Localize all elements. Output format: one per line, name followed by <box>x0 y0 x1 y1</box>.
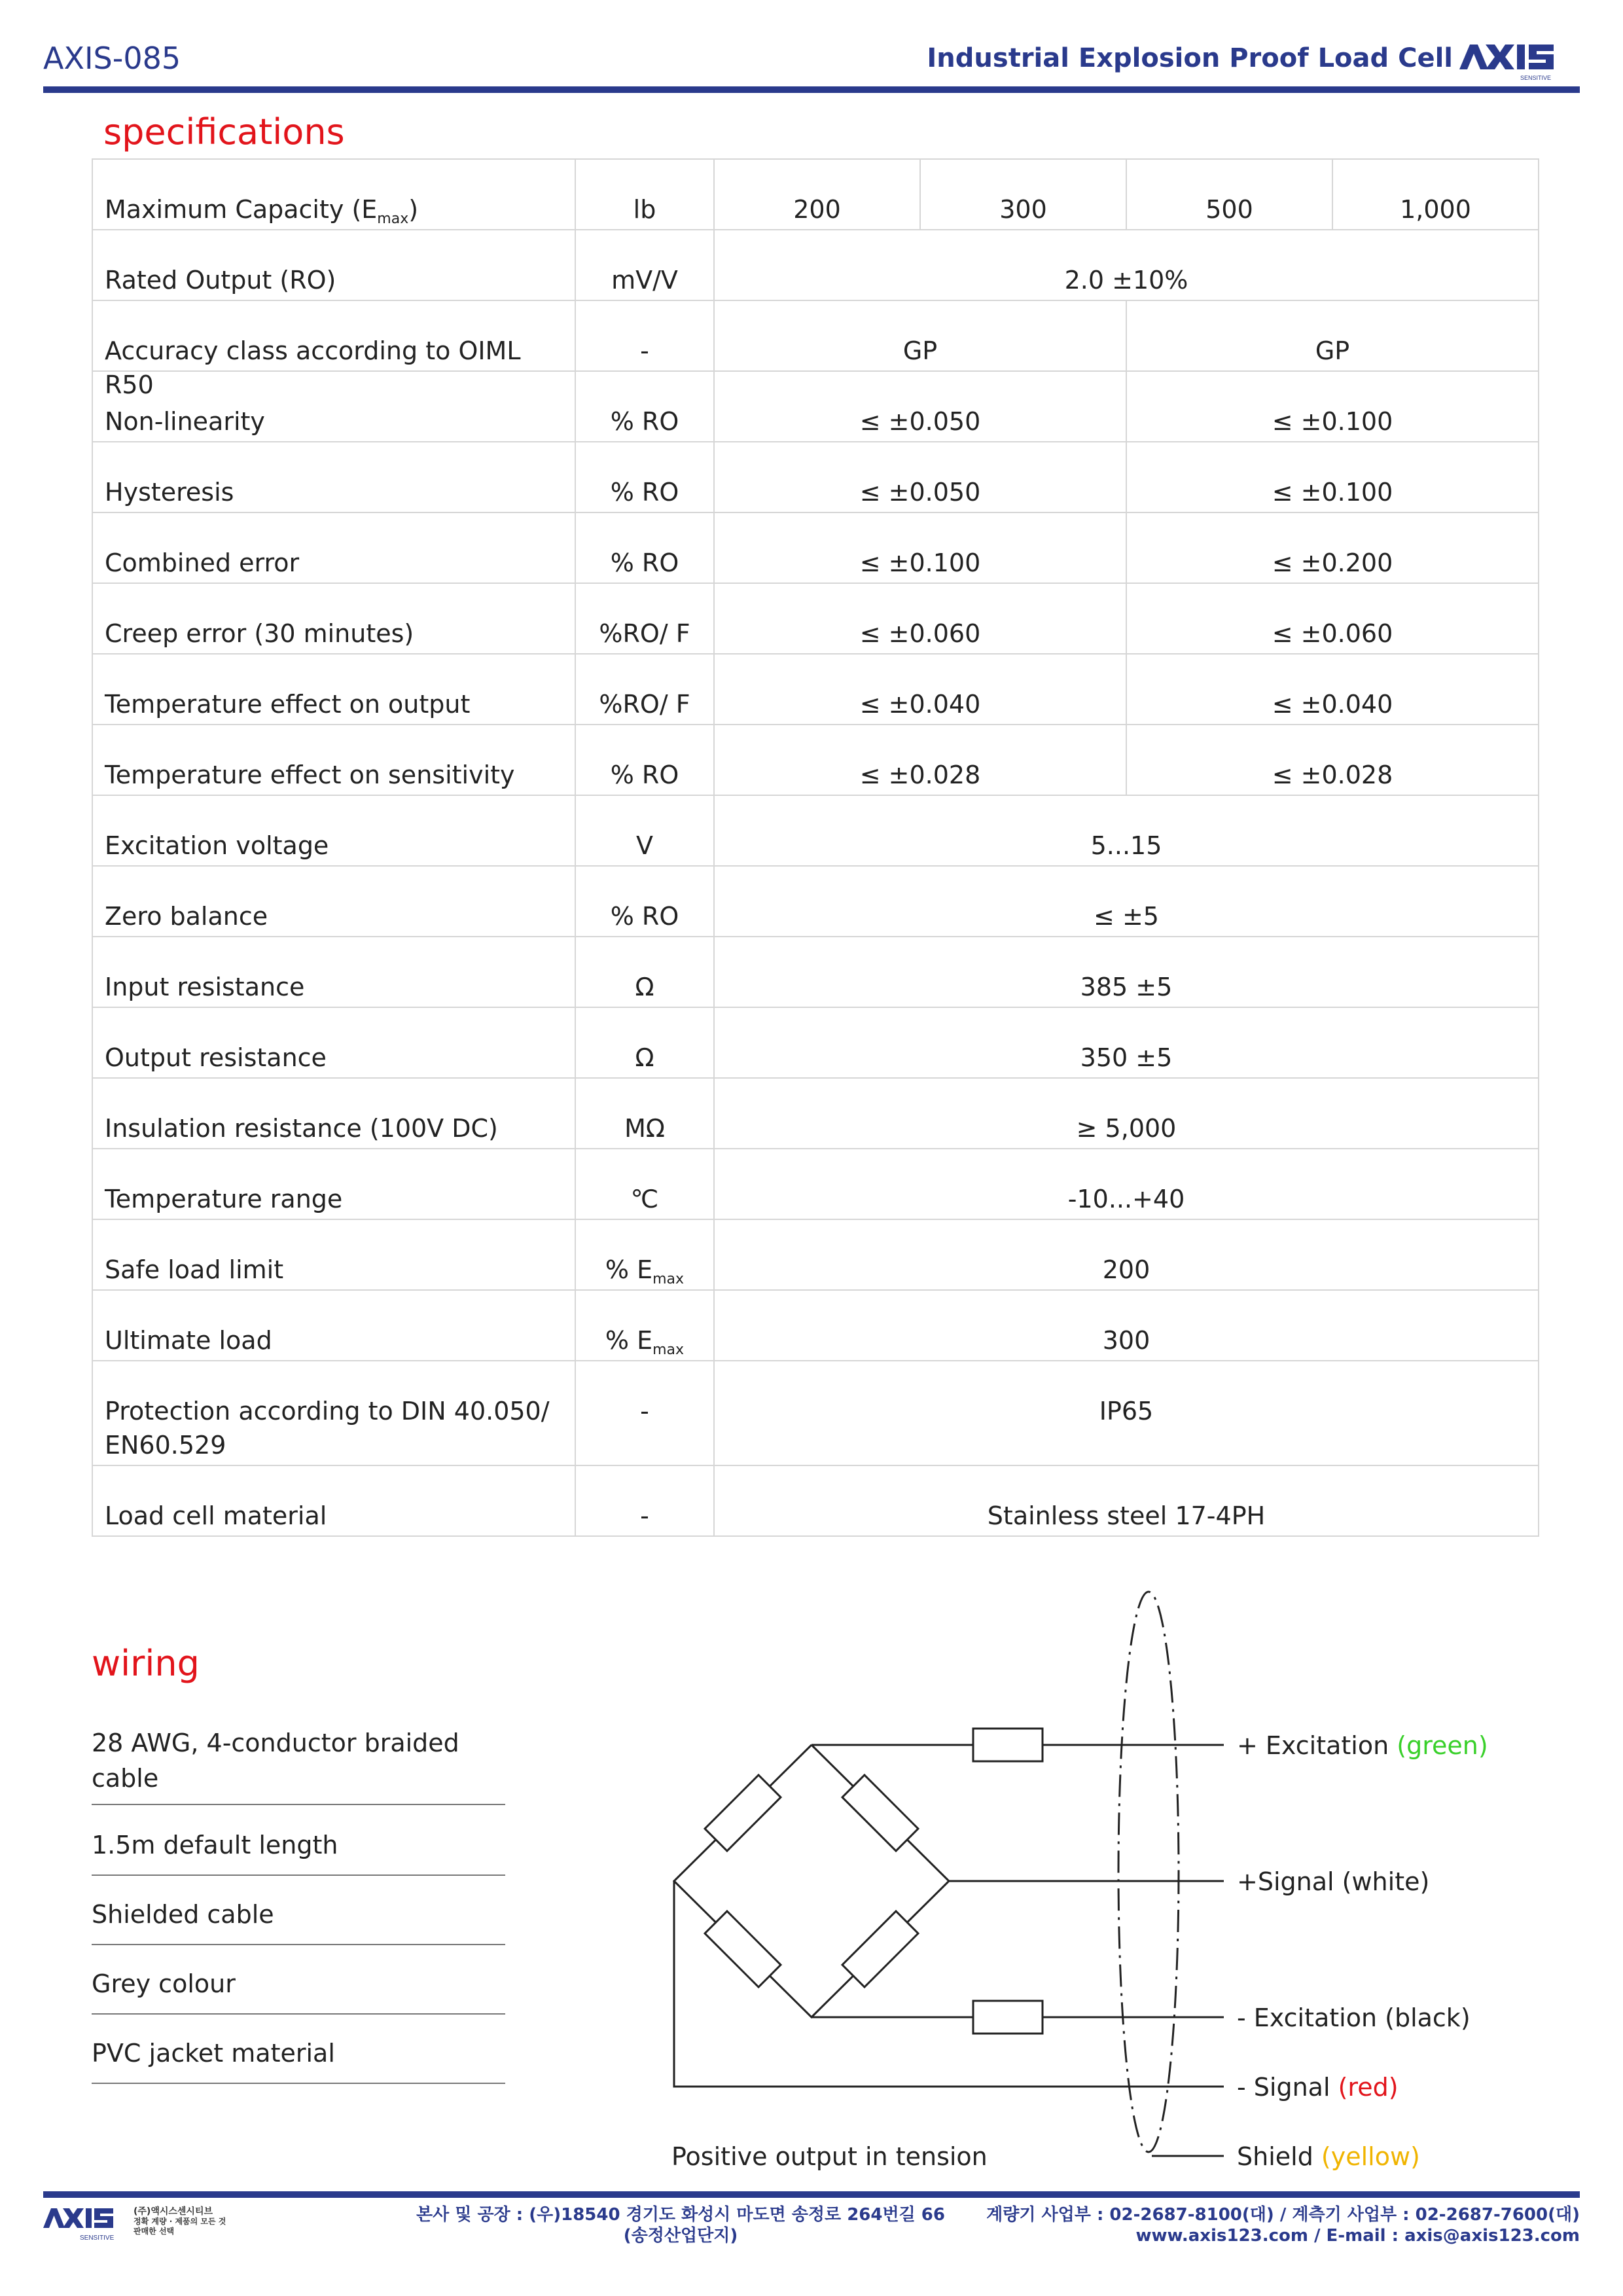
value-cell: ≤ ±0.050 <box>859 407 981 436</box>
value-cell: ≤ ±0.100 <box>1272 478 1393 507</box>
diagram-caption: Positive output in tension <box>671 2142 988 2171</box>
value-cell: 385 ±5 <box>1080 973 1173 1001</box>
value-cell: 5...15 <box>1090 831 1162 860</box>
table-row <box>92 1219 1539 1290</box>
wire-label-excitation-minus: - Excitation (black) <box>1237 2003 1471 2032</box>
table-row <box>92 725 1539 795</box>
value-cell: GP <box>1315 336 1350 365</box>
unit-cell: %RO/ F <box>599 690 690 719</box>
unit-cell: % RO <box>610 478 679 507</box>
wire-label-shield: Shield (yellow) <box>1237 2142 1420 2171</box>
table-row <box>92 159 1539 230</box>
wiring-diagram <box>628 1590 1610 2179</box>
value-cell: ≥ 5,000 <box>1076 1114 1177 1143</box>
param-label: Zero balance <box>105 902 268 931</box>
value-cell: ≤ ±0.040 <box>1272 690 1393 719</box>
param-label: Accuracy class according to OIML R50 <box>105 336 521 399</box>
header-rule <box>43 86 1580 93</box>
unit-cell: MΩ <box>624 1114 665 1143</box>
table-row <box>92 1007 1539 1078</box>
wire-label-signal-plus: +Signal (white) <box>1237 1867 1430 1896</box>
unit-cell: - <box>640 1501 649 1530</box>
wire-label-excitation-plus: + Excitation (green) <box>1237 1731 1488 1760</box>
value-cell: ≤ ±0.060 <box>859 619 981 648</box>
wiring-item: 1.5m default length <box>92 1827 505 1876</box>
capacity-cell: 200 <box>793 195 841 224</box>
param-label: Temperature range <box>105 1185 343 1213</box>
model-number: AXIS-085 <box>43 41 181 76</box>
value-cell: ≤ ±5 <box>1094 902 1159 931</box>
footer-contact: 계량기 사업부 : 02-2687-8100(대) / 계측기 사업부 : 02-2687-7600(대) www.axis123.com / E-mail : axis@axis123.com <box>986 2205 1580 2246</box>
table-row <box>92 583 1539 654</box>
param-label: Output resistance <box>105 1043 327 1072</box>
value-cell: ≤ ±0.200 <box>1272 548 1393 577</box>
value-cell: 350 ±5 <box>1080 1043 1173 1072</box>
unit-cell: V <box>636 831 653 860</box>
value-cell: ≤ ±0.040 <box>859 690 981 719</box>
table-row <box>92 1361 1539 1465</box>
param-label: Hysteresis <box>105 478 234 507</box>
unit-cell: %RO/ F <box>599 619 690 648</box>
param-label: Creep error (30 minutes) <box>105 619 414 648</box>
param-label: Insulation resistance (100V DC) <box>105 1114 498 1143</box>
table-row <box>92 1078 1539 1149</box>
param-label: Maximum Capacity $(E_{max})$ <box>105 195 419 227</box>
table-row <box>92 654 1539 725</box>
unit-cell: - <box>640 336 649 365</box>
footer-rule <box>43 2191 1580 2198</box>
param-label: Non-linearity <box>105 407 265 436</box>
axis-logo <box>43 2206 132 2244</box>
value-cell: ≤ ±0.028 <box>859 761 981 789</box>
table-row <box>92 866 1539 937</box>
table-row <box>92 795 1539 866</box>
param-label: Protection according to DIN 40.050/ EN60.529 <box>105 1397 550 1460</box>
unit-cell: % RO <box>610 761 679 789</box>
table-row <box>92 230 1539 300</box>
value-cell: ≤ ±0.100 <box>859 548 981 577</box>
svg-text:SENSITIVE: SENSITIVE <box>80 2234 115 2242</box>
wiring-item: PVC jacket material <box>92 2036 505 2084</box>
unit-cell: % RO <box>610 407 679 436</box>
value-cell: 2.0 ±10% <box>1064 266 1188 295</box>
wire-label-signal-minus: - Signal (red) <box>1237 2073 1399 2102</box>
capacity-cell: 1,000 <box>1400 195 1471 224</box>
value-cell: ≤ ±0.100 <box>1272 407 1393 436</box>
wiring-item: 28 AWG, 4-conductor braided cable <box>92 1725 505 1805</box>
wiring-item: Grey colour <box>92 1966 505 2015</box>
wiring-item: Shielded cable <box>92 1897 505 1945</box>
unit-cell: mV/V <box>611 266 678 295</box>
table-row <box>92 442 1539 512</box>
table-row <box>92 512 1539 583</box>
document-title: Industrial Explosion Proof Load Cell <box>927 43 1453 73</box>
param-label: Load cell material <box>105 1501 327 1530</box>
footer-address: 본사 및 공장 : (우)18540 경기도 화성시 마도면 송정로 264번길 66 (송정산업단지) <box>416 2205 945 2246</box>
value-cell: -10...+40 <box>1067 1185 1185 1213</box>
value-cell: ≤ ±0.060 <box>1272 619 1393 648</box>
param-label: Excitation voltage <box>105 831 329 860</box>
unit-cell: - <box>640 1397 649 1426</box>
value-cell: 300 <box>1102 1326 1150 1355</box>
capacity-cell: 500 <box>1205 195 1253 224</box>
param-label: Rated Output (RO) <box>105 266 336 295</box>
specifications-title: specifications <box>103 111 345 152</box>
specifications-table <box>92 158 1539 1537</box>
value-cell: Stainless steel 17-4PH <box>987 1501 1266 1530</box>
footer-company: (주)액시스센시티브 정확 계량 · 제품의 모든 것 판매한 선택 <box>134 2206 226 2236</box>
table-row <box>92 1149 1539 1219</box>
value-cell: ≤ ±0.028 <box>1272 761 1393 789</box>
unit-cell: % $E_{max}$ <box>605 1255 685 1287</box>
unit-cell: % RO <box>610 902 679 931</box>
value-cell: GP <box>902 336 938 365</box>
param-label: Input resistance <box>105 973 305 1001</box>
unit-cell: % $E_{max}$ <box>605 1326 685 1358</box>
unit-cell: lb <box>633 195 656 224</box>
value-cell: IP65 <box>1099 1397 1154 1426</box>
capacity-cell: 300 <box>999 195 1047 224</box>
unit-cell: ℃ <box>630 1185 659 1213</box>
wiring-title: wiring <box>92 1643 200 1684</box>
param-label: Combined error <box>105 548 300 577</box>
unit-cell: Ω <box>635 973 654 1001</box>
param-label: Temperature effect on sensitivity <box>105 761 515 789</box>
value-cell: ≤ ±0.050 <box>859 478 981 507</box>
axis-logo <box>1459 41 1580 82</box>
table-row <box>92 937 1539 1007</box>
unit-cell: % RO <box>610 548 679 577</box>
unit-cell: Ω <box>635 1043 654 1072</box>
table-row <box>92 1290 1539 1361</box>
value-cell: 200 <box>1102 1255 1150 1284</box>
param-label: Temperature effect on output <box>105 690 471 719</box>
param-label: Ultimate load <box>105 1326 272 1355</box>
logo-sub: SENSITIVE <box>1520 75 1551 81</box>
table-row <box>92 371 1539 442</box>
table-row <box>92 1465 1539 1536</box>
table-row <box>92 300 1539 371</box>
param-label: Safe load limit <box>105 1255 284 1284</box>
